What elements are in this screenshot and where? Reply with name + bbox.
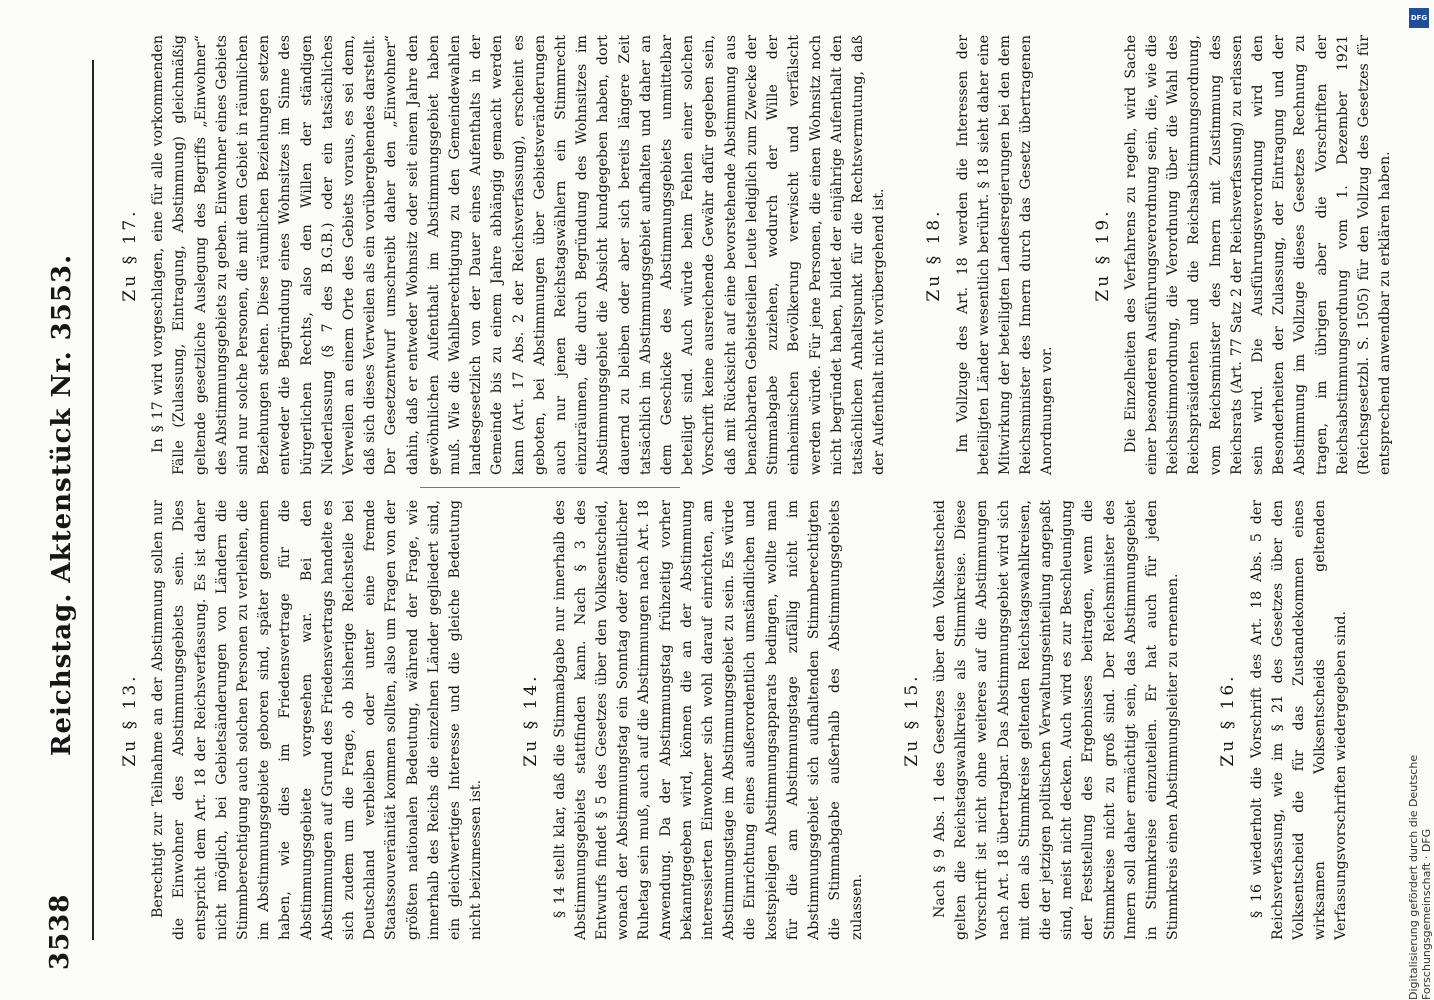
section-paragraph: In § 17 wird vorgeschlagen, eine für alle vorkommenden Fälle (Zulassung, Eintragung, Abstimmung) gleichmäßig geltende gesetzliche Auslegung des Begriffs „Einwohner“ des Abstimmungsgebiets zu geben. Einwohner eines Gebiets sind nur solche Personen, die mit dem Gebiet in räumlichen Beziehungen stehen. Diese räumlichen Beziehungen setzen entweder die Begründung eines Wohnsitzes im Sinne des bürgerlichen Rechts, also den Willen der ständigen Niederlassung (§ 7 des B.G.B.) oder ein tatsächliches Verweilen an einem Orte des Gebiets voraus, es sei denn, daß sich dieses Verweilen als ein vorübergehendes darstellt. Der Gesetzentwurf umschreibt daher den „Einwohner“ dahin, daß er entweder Wohnsitz oder seit einem Jahre den gewöhnlichen Aufenthalt im Abstimmungsgebiet haben muß. Wie die Wahlberechtigung zu den Gemeindewahlen landesgesetzlich von der Dauer eines Aufenthalts in der Gemeinde bis zu einem Jahre abhängig gemacht werden kann (Art. 17 Abs. 2 der Reichsverfassung), erscheint es geboten, bei Abstimmungen über Gebietsveränderungen auch nur jenen Reichstagswählern ein Stimmrecht einzuräumen, die durch Begründung des Wohnsitzes im Abstimmungsgebiet die Absicht kundgegeben haben, dort dauernd zu bleiben oder aber sich bereits längere Zeit tatsächlich im Abstimmungsgebiet aufhalten und daher an dem Geschicke des Abstimmungsgebiets unmittelbar beteiligt sind. Auch würde beim Fehlen einer solchen Vorschrift keine ausreichende Gewähr dafür gegeben sein, daß mit Rücksicht auf eine bevorstehende Abstimmung aus benachbarten Gebietsteilen Leute lediglich zum Zwecke der Stimmabgabe zuziehen, wodurch der Wille der einheimischen Bevölkerung verwischt und verfälscht werden würde. Für jene Personen, die einen Wohnsitz noch nicht begründet haben, bildet der einjährige Aufenthalt den tatsächlichen Anhaltspunkt für die Rechtsvermutung, daß der Aufenthalt nicht vorübergehend ist. <box>150 35 888 475</box>
section-heading: Zu § 16. <box>1218 673 1239 767</box>
section-paragraph: Im Vollzuge des Art. 18 werden die Interessen der beteiligten Länder wesentlich berührt. § 18 sieht daher eine Mitwirkung der beteiligten Landesregierungen bei den dem Reichsminister des Innern durch das Gesetz übertragenen Anordnungen vor. <box>954 35 1056 475</box>
right-column <box>112 35 1396 475</box>
column-divider <box>420 487 680 488</box>
left-column <box>112 500 1353 940</box>
header-rule <box>92 60 94 940</box>
section-paragraph: Nach § 9 Abs. 1 des Gesetzes über den Volksentscheid gelten die Reichstagswahlkreise als Stimmkreise. Diese Vorschrift ist nicht ohne weiteres auf die Abstimmungen nach Art. 18 übertragbar. Das Abstimmungsgebiet wird sich mit den als Stimmkreise geltenden Reichstagswahlkreisen, die der jetzigen politischen Verwaltungseinteilung angepaßt sind, meist nicht decken. Auch wird es zur Beschleunigung der Feststellung des Ergebnisses beitragen, wenn die Stimmkreise nicht zu groß sind. Der Reichsminister des Innern soll daher ermächtigt sein, das Abstimmungsgebiet in Stimmkreise einzuteilen. Er hat auch für jeden Stimmkreis einen Abstimmungsleiter zu ernennen. <box>931 500 1182 940</box>
section-paragraph: Berechtigt zur Teilnahme an der Abstimmung sollen nur die Einwohner des Abstimmungsgebiets sein. Dies entspricht dem Art. 18 der Reichsverfassung. Es ist daher nicht möglich, bei Gebietsänderungen von Ländern die Stimmberechtigung auch solchen Personen zu verleihen, die im Abstimmungsgebiete geboren sind, später genommen haben, wie dies im Friedensvertrage für die Abstimmungsgebiete vorgesehen war. Bei den Abstimmungen auf Grund des Friedensvertrags handelte es sich zudem um die Frage, ob bisherige Reichsteile bei Deutschland verbleiben oder unter eine fremde Staatssouveränität kommen sollten, also um Fragen von der größten nationalen Bedeutung, während der Frage, wie innerhalb des Reichs die einzelnen Länder gegliedert sind, ein gleichwertiges Interesse und die gleiche Bedeutung nicht beizumessen ist. <box>150 500 485 940</box>
section-heading: Zu § 19. <box>1092 208 1113 302</box>
section-paragraph: Die Einzelheiten des Verfahrens zu regeln, wird Sache einer besonderen Ausführungsverordnung sein, die, wie die Reichsstimmordnung, die Verordnung über die Wahl des Reichspräsidenten und die Reichsabstimmungsordnung, vom Reichsminister des Innern mit Zustimmung des Reichsrats (Art. 77 Satz 2 der Reichsverfassung) zu erlassen sein wird. Die Ausführungsverordnung wird den Besonderheiten der Zulassung, der Eintragung und der Abstimmung im Vollzuge dieses Gesetzes Rechnung zu tragen, im übrigen aber die Vorschriften der Reichsabstimmungsordnung vom 1. Dezember 1921 (Reichsgesetzbl. S. 1505) für den Vollzug des Gesetzes für entsprechend anwendbar zu erklären haben. <box>1122 35 1394 475</box>
section-heading: Zu § 15. <box>901 673 922 767</box>
section-heading: Zu § 18. <box>924 208 945 302</box>
page-title: Reichstag. Aktenstück Nr. 3553. <box>47 253 77 757</box>
funding-notice: Digitalisierung gefördert durch die Deutsche Forschungsgemeinschaft · DFG <box>1407 754 1433 1000</box>
page-header <box>45 40 85 970</box>
digitization-sidebar <box>1404 0 1434 1000</box>
section-heading: Zu § 14. <box>521 673 542 767</box>
section-paragraph: § 14 stellt klar, daß die Stimmabgabe nur innerhalb des Abstimmungsgebiets stattfinden kann. Nach § 3 des Entwurfs findet § 5 des Gesetzes über den Volksentscheid, wonach der Abstimmungstag ein Sonntag oder öffentlicher Ruhetag sein muß, auch auf die Abstimmungen nach Art. 18 Anwendung. Da der Abstimmungstag frühzeitig vorher bekanntgegeben wird, können die an der Abstimmung interessierten Einwohner sich wohl darauf einrichten, am Abstimmungstage im Abstimmungsgebiet zu sein. Es würde die Einrichtung eines außerordentlich umständlichen und kostspieligen Abstimmungsapparats bedingen, wollte man für die am Abstimmungstage zufällig nicht im Abstimmungsgebiet sich aufhaltenden Stimmberechtigten die Stimmabgabe außerhalb des Abstimmungsgebiets zulassen. <box>551 500 865 940</box>
section-heading: Zu § 13. <box>120 673 140 767</box>
page-number: 3538 <box>45 893 75 970</box>
section-heading: Zu § 17. <box>120 208 140 302</box>
section-paragraph: § 16 wiederholt die Vorschrift des Art. 18 Abs. 5 der Reichsverfassung, wie im § 21 des Gesetzes über den Volksentscheid die für das Zustandekommen eines wirksamen Volksentscheids geltenden Verfassungsvorschriften wiedergegeben sind. <box>1248 500 1350 940</box>
dfg-logo-icon: DFG <box>1409 8 1429 28</box>
